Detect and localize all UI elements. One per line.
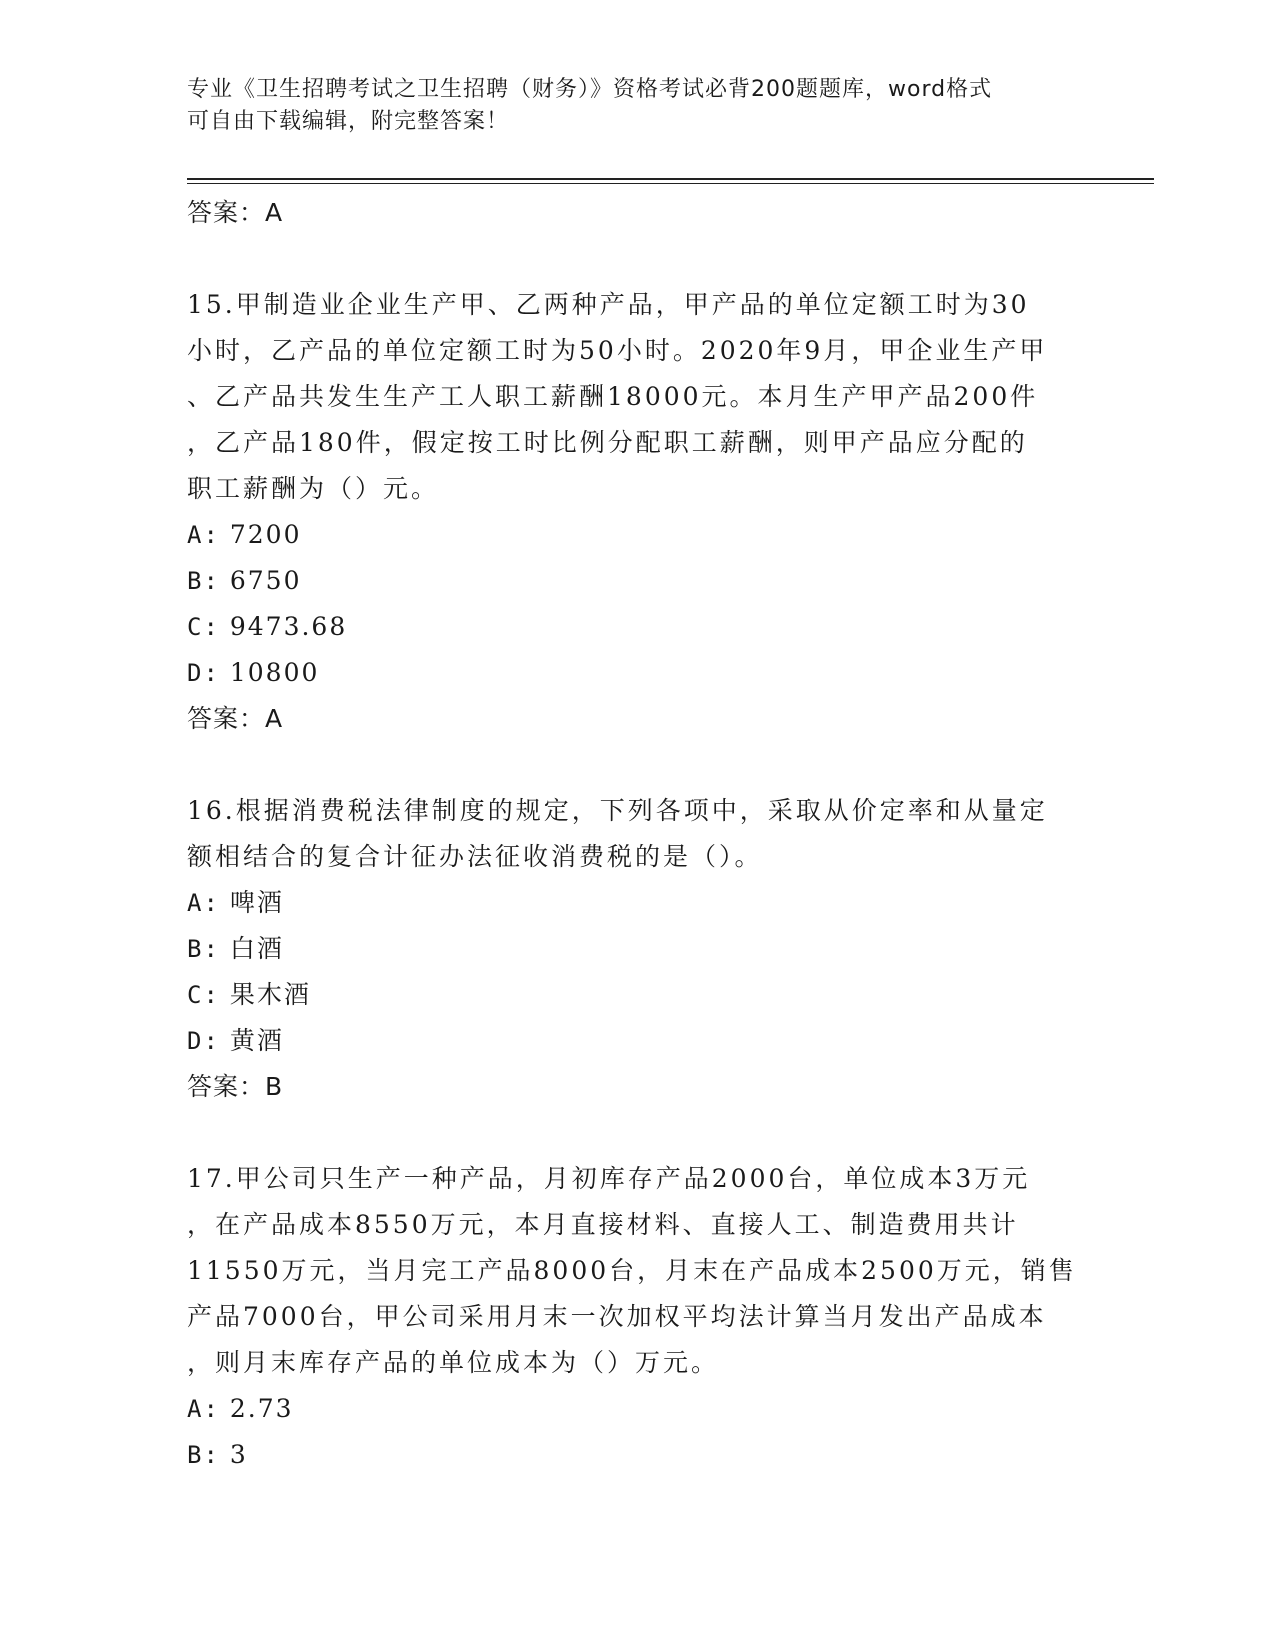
option-text: 2.73 [229, 1394, 294, 1423]
option-label: B: [187, 935, 220, 963]
question-line: 、乙产品共发生生产工人职工薪酬18000元。本月生产甲产品200件 [187, 382, 1039, 411]
option-b [187, 1432, 1087, 1478]
option-a [187, 880, 1087, 926]
option-text: 白酒 [229, 934, 284, 963]
question-line: 15.甲制造业企业生产甲、乙两种产品，甲产品的单位定额工时为30 [187, 290, 1030, 319]
option-text: 9473.68 [229, 612, 348, 641]
question-line: 额相结合的复合计征办法征收消费税的是（）。 [187, 842, 763, 871]
option-b [187, 926, 1087, 972]
option-label: A: [187, 1395, 220, 1423]
document-header [187, 74, 1087, 138]
question-line: 17.甲公司只生产一种产品，月初库存产品2000台，单位成本3万元 [187, 1164, 1031, 1193]
option-text: 10800 [229, 658, 320, 687]
option-c [187, 972, 1087, 1018]
question-line: 16.根据消费税法律制度的规定，下列各项中，采取从价定率和从量定 [187, 796, 1048, 825]
option-text: 啤酒 [229, 888, 284, 917]
header-divider-thick [187, 178, 1154, 180]
question-line: 职工薪酬为（）元。 [187, 474, 440, 503]
question-line: 小时，乙产品的单位定额工时为50小时。2020年9月，甲企业生产甲 [187, 336, 1048, 365]
option-d [187, 1018, 1087, 1064]
answer-14: 答案：A [187, 198, 284, 227]
question-15 [187, 282, 1087, 742]
option-c [187, 604, 1087, 650]
option-label: C: [187, 613, 220, 641]
option-text: 3 [229, 1440, 248, 1469]
question-16 [187, 788, 1087, 1110]
option-label: C: [187, 981, 220, 1009]
option-text: 果木酒 [229, 980, 311, 1009]
header-divider-thin [187, 183, 1154, 184]
header-line-1: 专业《卫生招聘考试之卫生招聘（财务）》资格考试必背200题题库，word格式 [187, 77, 993, 102]
option-text: 7200 [229, 520, 302, 549]
document-body [187, 190, 1087, 1478]
question-line: ，乙产品180件，假定按工时比例分配职工薪酬，则甲产品应分配的 [187, 428, 1028, 457]
option-text: 6750 [229, 566, 302, 595]
answer-15: 答案：A [187, 704, 284, 733]
question-line: 11550万元，当月完工产品8000台，月末在产品成本2500万元，销售 [187, 1256, 1077, 1285]
option-label: B: [187, 567, 220, 595]
option-label: A: [187, 889, 220, 917]
option-d [187, 650, 1087, 696]
option-label: A: [187, 521, 220, 549]
question-line: 产品7000台，甲公司采用月末一次加权平均法计算当月发出产品成本 [187, 1302, 1047, 1331]
header-line-2: 可自由下载编辑，附完整答案！ [187, 109, 510, 134]
question-line: ，则月末库存产品的单位成本为（）万元。 [187, 1348, 720, 1377]
option-a [187, 1386, 1087, 1432]
option-label: D: [187, 659, 220, 687]
option-label: B: [187, 1441, 220, 1469]
option-a [187, 512, 1087, 558]
option-b [187, 558, 1087, 604]
option-text: 黄酒 [229, 1026, 284, 1055]
question-line: ，在产品成本8550万元，本月直接材料、直接人工、制造费用共计 [187, 1210, 1019, 1239]
question-17 [187, 1156, 1087, 1478]
answer-16: 答案：B [187, 1072, 284, 1101]
option-label: D: [187, 1027, 220, 1055]
